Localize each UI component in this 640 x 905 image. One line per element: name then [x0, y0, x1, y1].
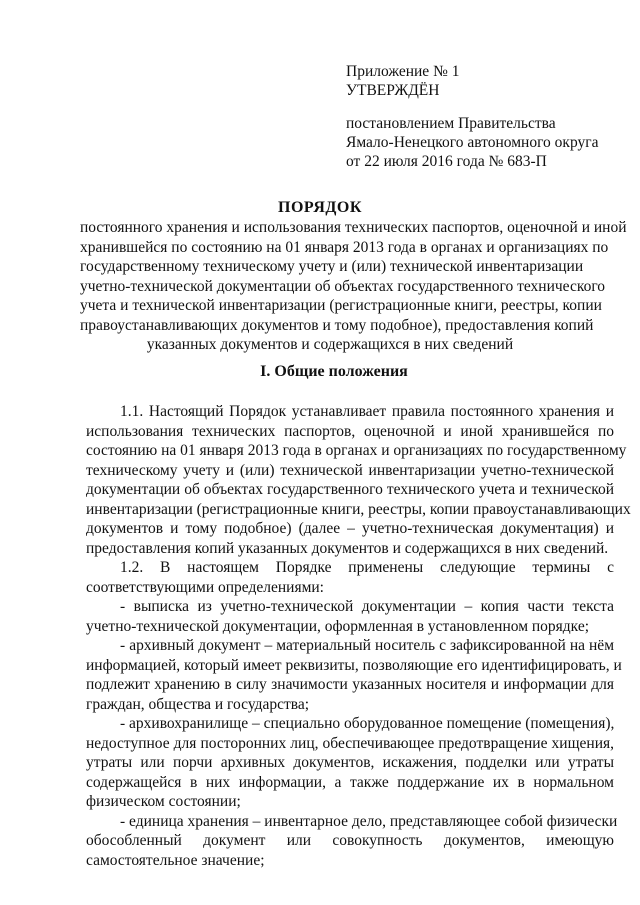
paragraph-line: 1.1. Настоящий Порядок устанавливает правила постоянного хранения и	[120, 403, 614, 420]
document-subtitle	[80, 218, 627, 355]
definition-line: - архивохранилище – специально оборудованное помещение (помещения),	[120, 715, 615, 732]
paragraph-line: техническому учету и (или) технической инвентаризации учетно-технической	[86, 461, 614, 479]
subtitle-line: указанных документов и содержащихся в них сведений	[146, 336, 514, 353]
definition-line: - выписка из учетно-технической документации – копия части текста	[120, 598, 614, 615]
paragraph-line: соответствующими определениями:	[86, 578, 324, 596]
appendix-number: Приложение № 1	[346, 63, 460, 80]
approved-by-line: Ямало-Ненецкого автономного округа	[346, 134, 599, 151]
paragraph-line: состоянию на 01 января 2013 года в органах и организациях по государственному	[86, 442, 627, 459]
paragraph-line: документации об объектах государственного технического учета и технической	[86, 481, 614, 498]
document-title: ПОРЯДОК	[278, 199, 362, 216]
approved-by-line: постановлением Правительства	[346, 115, 556, 132]
subtitle-line: хранившейся по состоянию на 01 января 2013 года в органах и организациях по	[80, 238, 609, 256]
definition-line: - единица хранения – инвентарное дело, представляющее собой физически	[120, 812, 618, 830]
body-text	[86, 402, 631, 870]
paragraph-line: документов и тому подобное) (далее – учетно-техническая документация) и	[86, 520, 614, 537]
paragraph-line: предоставления копий указанных документов и содержащихся в них сведений.	[86, 539, 609, 557]
definition-line: информацией, который имеет реквизиты, позволяющие его идентифицировать, и	[86, 656, 622, 674]
definition-line: недоступное для посторонних лиц, обеспечивающее предотвращение хищения,	[86, 734, 614, 752]
subtitle-line: учетно-технической документации об объектах государственного технического	[80, 277, 606, 295]
approved-stamp-text: УТВЕРЖДЁН	[346, 82, 440, 99]
subtitle-line: государственному техническому учету и (или) технической инвентаризации	[80, 258, 584, 275]
paragraph-line: 1.2. В настоящем Порядке применены следующие термины с	[120, 559, 614, 576]
section-heading: I. Общие положения	[260, 363, 408, 380]
subtitle-line: правоустанавливающих документов и тому подобное), предоставления копий	[80, 316, 594, 334]
subtitle-line: учета и технической инвентаризации (регистрационные книги, реестры, копии	[80, 297, 602, 314]
definition-line: граждан, общества и государства;	[86, 695, 310, 713]
subtitle-line: постоянного хранения и использования технических паспортов, оценочной и иной	[80, 219, 627, 236]
approval-block	[346, 62, 616, 171]
definition-line: подлежит хранению в силу значимости указанных носителя и информации для	[86, 676, 614, 693]
paragraph-line: использования технических паспортов, оценочной и иной хранившейся по	[86, 422, 614, 440]
definition-line: - архивный документ – материальный носитель с зафиксированной на нём	[120, 637, 614, 654]
definition-line: утраты или порчи архивных документов, искажения, подделки или утраты	[86, 754, 614, 771]
approval-date-line: от 22 июля 2016 года № 683-П	[346, 153, 547, 170]
definition-line: обособленный документ или совокупность документов, имеющую	[86, 832, 614, 849]
definition-line: учетно-технической документации, оформленная в установленном порядке;	[86, 617, 590, 635]
definition-line: физическом состоянии;	[86, 793, 241, 810]
definition-line: содержащейся в них информации, а также поддержание их в нормальном	[86, 773, 614, 791]
paragraph-line: инвентаризации (регистрационные книги, реестры, копии правоустанавливающих	[86, 500, 631, 518]
definition-line: самостоятельное значение;	[86, 851, 265, 869]
